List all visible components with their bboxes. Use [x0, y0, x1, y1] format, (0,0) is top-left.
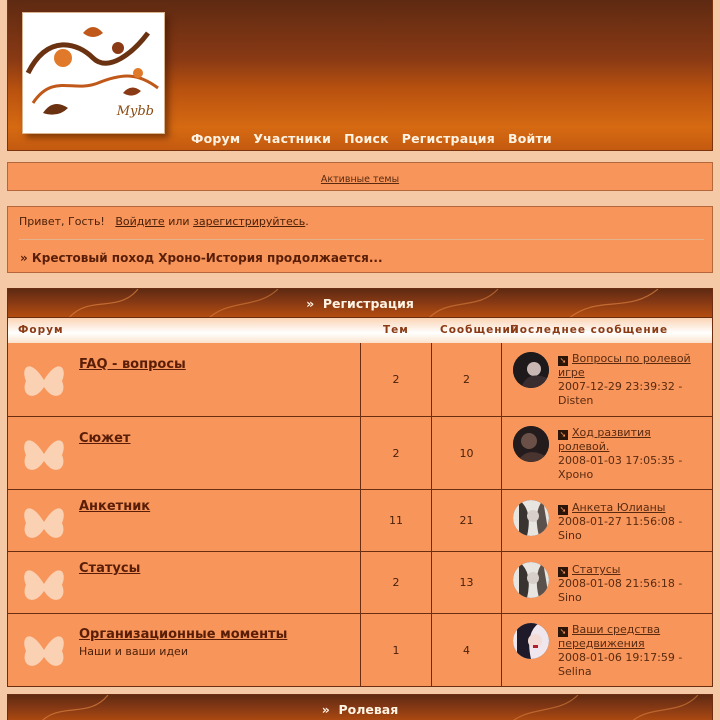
- forum-table: [7, 343, 713, 687]
- chevron-right-icon: »: [306, 296, 319, 311]
- site-logo[interactable]: [22, 12, 165, 134]
- last-post-user: Selina: [558, 665, 592, 678]
- forum-row: [8, 613, 712, 686]
- login-link[interactable]: Войдите: [115, 215, 165, 228]
- column-headers: [7, 318, 713, 343]
- greeting-text: Привет, Гость!: [19, 215, 105, 228]
- or-text: или: [168, 215, 190, 228]
- category-header-roleplay: [7, 694, 713, 720]
- topics-count: 11: [361, 490, 432, 551]
- last-post-date: 2008-01-06 19:17:59 -: [558, 651, 683, 664]
- topics-count: 2: [361, 552, 432, 613]
- avatar: [513, 426, 549, 462]
- last-post: [558, 426, 702, 482]
- last-post-user: Sino: [558, 529, 582, 542]
- forum-link[interactable]: Организационные моменты: [79, 627, 288, 642]
- period-text: .: [305, 215, 309, 228]
- nav-search[interactable]: Поиск: [344, 131, 389, 146]
- last-post-user: Disten: [558, 394, 594, 407]
- last-post-link[interactable]: Анкета Юлианы: [572, 501, 666, 514]
- last-post-link[interactable]: Ваши средства передвижения: [558, 623, 661, 650]
- category-header-registration: [7, 288, 713, 318]
- topics-count: 2: [361, 417, 432, 489]
- col-posts: Сообщений: [440, 324, 520, 336]
- go-to-post-icon[interactable]: ➘: [559, 627, 567, 636]
- posts-count: 2: [432, 343, 502, 416]
- col-topics: Тем: [383, 324, 409, 336]
- register-link[interactable]: зарегистрируйтесь: [193, 215, 306, 228]
- news-text: » Крестовый поход Хроно-История продолжается...: [20, 251, 383, 265]
- posts-count: 4: [432, 614, 502, 686]
- topics-count: 2: [361, 343, 432, 416]
- forum-row: [8, 551, 712, 613]
- butterfly-icon: [20, 627, 68, 673]
- last-post-date: 2007-12-29 23:39:32 -: [558, 380, 683, 393]
- avatar: [513, 562, 549, 598]
- posts-count: 10: [432, 417, 502, 489]
- last-post-date: 2008-01-27 11:56:08 -: [558, 515, 683, 528]
- welcome-panel: [7, 206, 713, 273]
- posts-count: 13: [432, 552, 502, 613]
- forum-link[interactable]: Анкетник: [79, 499, 151, 514]
- welcome-line: [19, 215, 309, 228]
- site-header: [7, 0, 713, 151]
- last-post: [558, 501, 702, 543]
- last-post-date: 2008-01-03 17:05:35 -: [558, 454, 683, 467]
- nav-register[interactable]: Регистрация: [401, 131, 495, 146]
- category-title[interactable]: Регистрация: [322, 296, 414, 311]
- forum-link[interactable]: Сюжет: [79, 431, 131, 446]
- go-to-post-icon[interactable]: ➘: [559, 430, 567, 439]
- forum-row: [8, 416, 712, 489]
- last-post-date: 2008-01-08 21:56:18 -: [558, 577, 683, 590]
- last-post: [558, 352, 702, 408]
- nav-forum[interactable]: Форум: [191, 131, 241, 146]
- announcement-bar: [7, 162, 713, 191]
- last-post-user: Sino: [558, 591, 582, 604]
- go-to-post-icon[interactable]: ➘: [559, 505, 567, 514]
- active-topics-link[interactable]: Активные темы: [320, 174, 400, 185]
- posts-count: 21: [432, 490, 502, 551]
- last-post-link[interactable]: Статусы: [572, 563, 621, 576]
- butterfly-icon: [20, 431, 68, 477]
- col-forum: Форум: [18, 324, 64, 336]
- go-to-post-icon[interactable]: ➘: [559, 356, 567, 365]
- go-to-post-icon[interactable]: ➘: [559, 567, 567, 576]
- avatar: [513, 500, 549, 536]
- avatar: [513, 623, 549, 659]
- last-post: [558, 563, 702, 605]
- forum-row: [8, 343, 712, 416]
- topics-count: 1: [361, 614, 432, 686]
- chevron-right-icon: »: [321, 702, 335, 717]
- category-title[interactable]: Ролевая: [338, 702, 399, 717]
- last-post-link[interactable]: Вопросы по ролевой игре: [558, 352, 691, 379]
- forum-link[interactable]: Статусы: [79, 561, 141, 576]
- nav-members[interactable]: Участники: [253, 131, 332, 146]
- forum-link[interactable]: FAQ - вопросы: [79, 357, 186, 372]
- forum-description: Наши и ваши идеи: [79, 645, 188, 658]
- main-nav: [191, 131, 552, 146]
- forum-row: [8, 489, 712, 551]
- logo-text: Mybb: [116, 104, 154, 119]
- nav-login[interactable]: Войти: [507, 131, 552, 146]
- avatar: [513, 352, 549, 388]
- butterfly-icon: [20, 561, 68, 607]
- last-post: [558, 623, 702, 679]
- last-post-user: Хроно: [558, 468, 594, 481]
- butterfly-icon: [20, 499, 68, 545]
- last-post-link[interactable]: Ход развития ролевой.: [558, 426, 651, 453]
- divider: [19, 239, 704, 240]
- butterfly-icon: [20, 357, 68, 403]
- col-last-post: Последнее сообщение: [510, 324, 669, 336]
